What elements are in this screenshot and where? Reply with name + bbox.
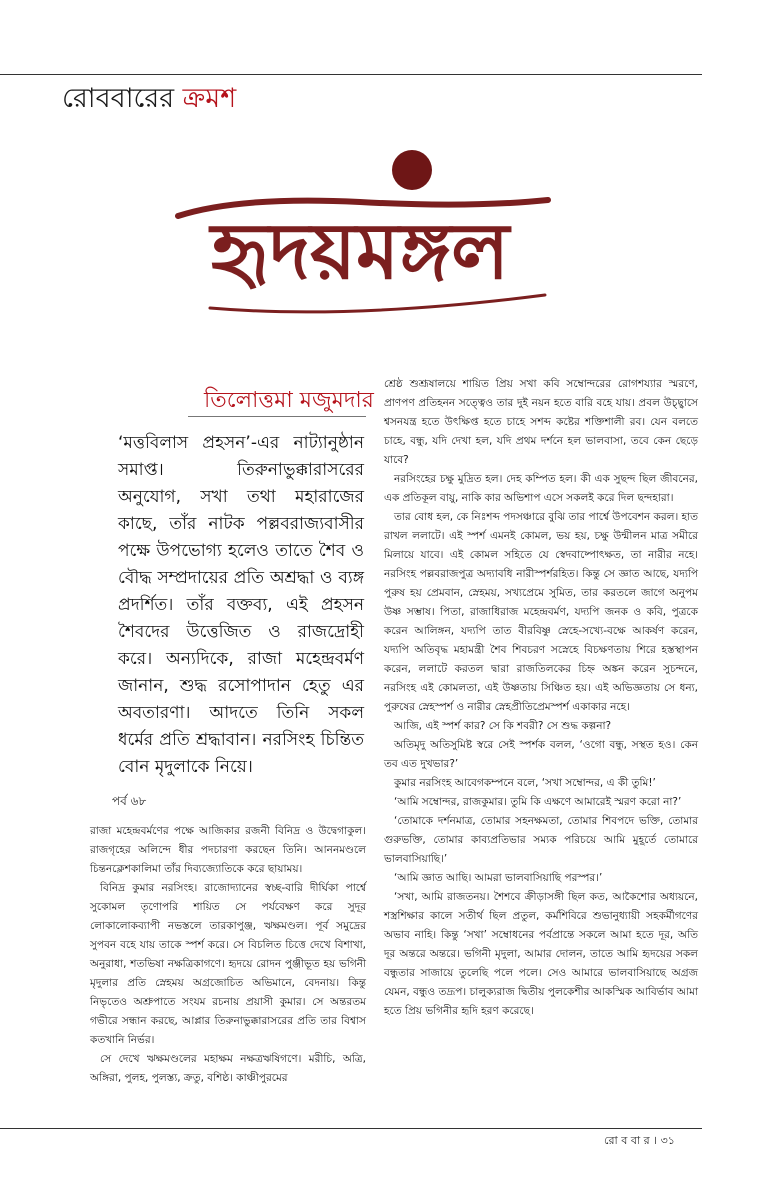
right-paragraph: ‘আমি জ্ঞাত আছি। আমরা ভালবাসিয়াছি পরস্পর।’	[394, 872, 603, 884]
page-folio: রো ব বা র । ৩১	[604, 1134, 675, 1147]
episode-number: পর্ব ৬৮	[112, 794, 147, 808]
left-paragraph: রাজা মহেন্দ্রবর্মণের পক্ষে আজিকার রজনী বিনিদ্র ও উদ্বেগাকুল। রাজগৃহের অলিন্দে ধীর পদচারণা করছেন তিনি। আননমণ্ডলে চিন্তনক্লেশকালিমা তাঁর দিব্যজ্যোতিকে করে ছায়াময়।	[90, 825, 366, 875]
section-prefix: রোববারের	[62, 83, 183, 114]
author-name: তিলোত্তমা মজুমদার	[204, 388, 374, 413]
bottom-rule	[0, 1128, 702, 1129]
title-logo-svg	[150, 130, 570, 330]
right-paragraph: ‘সখা, আমি রাজতনয়। শৈশবে ক্রীড়াসঙ্গী ছিল কত, আকৈশোর অধ্যয়নে, শস্ত্রশিক্ষার কালে সতীর্থ ছিল প্রতুল, কর্মশিবিরে শুভানুধ্যায়ী সহকর্মীগণের অভাব নাহি। কিন্তু ‘সখা’ সম্বোধনের পর্বপ্রান্তে সকলে আমা হতে দূর, অতি দূর অন্তরে অন্তরে। ভগিনী মৃদুলা, আমার দোলন, তাতে আমি হৃদয়ের সকল বন্ধুতার সাজায়ে তুলেছি পলে পলে। সেও আমারে ভালবাসিয়াছে অগ্রজ যেমন, বন্ধুও তদ্রূপ। চালুক্যরাজ দ্বিতীয় পুলকেশীর আকস্মিক আবির্ভাব আমা হতে প্রিয় ভগিনীর হৃদি হরণ করেছে।	[384, 891, 698, 1017]
title-text: হৃদয়মঙ্গল	[210, 206, 510, 297]
left-column	[90, 822, 366, 1088]
title-underline-stroke	[210, 295, 545, 312]
right-paragraph: আজি, এই স্পর্শ কার? সে কি শবরী? সে শুদ্ধ কল্পনা?	[394, 720, 612, 732]
serial-title-logo	[150, 130, 570, 330]
left-paragraph: সে দেখে ঋক্ষমণ্ডলের মহাক্ষম নক্ষত্রঋষিগণে। মরীচি, অত্রি, অঙ্গিরা, পুলহ, পুলস্ত্য, ক্রতু, বশিষ্ঠ। কাঞ্চীপুরমের	[90, 1053, 366, 1084]
top-rule	[0, 74, 702, 75]
author-rule	[188, 416, 366, 417]
right-paragraph: অতিমৃদু অতিসুমিষ্ট স্বরে সেই স্পর্শক বলল, ‘ওগো বন্ধু, সস্থত হও। কেন তব এত দুখভার?’	[384, 739, 698, 770]
right-paragraph: তার বোধ হল, কে নিঃশব্দ পদসঞ্চারে বুঝি তার পার্শ্বে উপবেশন করল। হাত রাখল ললাটে। এই স্পর্শ এমনই কোমল, ভয় হয়, চক্ষু উন্মীলন মাত্র সমীরে মিলায়ে যাবে। এই কোমল সহিতে যে স্বেদবাষ্পোৎক্ষত, তা নারীর নহে। নরসিংহ পল্লবরাজপুত্র অদ্যাবধি নারীস্পর্শরহিত। কিন্তু সে জ্ঞাত আছে, যদ্যপি পুরুষ হয় প্রেমবান, স্নেহময়, সখ্যপ্রেমে সুমিত, তার করতলে জাগে অনুপম উষ্ণ সম্ভাষ। পিতা, রাজাধিরাজ মহেন্দ্রবর্মণ, যদ্যপি জনক ও কবি, পুত্রকে করেন আলিঙ্গন, যদ্যপি তাত বীরবিষ্ণু স্নেহে-সখ্যে-বক্ষে আকর্ষণ করেন, যদ্যপি অতিবৃদ্ধ মহামন্ত্রী শৈব শিবচরণ সস্নেহে বিচক্ষণতায় শিরে হস্তস্থাপন করেন, ললাটে করতল দ্বারা রাজতিলকের চিহ্ন অঙ্কন করেন সুচন্দনে, নরসিংহ এই কোমলতা, এই উষ্ণতায় সিঞ্চিত হয়। এই অভিজ্ঞতায় সে ধন্য, পুরুষের স্নেহস্পর্শ ও নারীর স্নেহপ্রীতিপ্রেমস্পর্শ একাকার নহে।	[384, 511, 698, 713]
left-paragraph: বিনিদ্র কুমার নরসিংহ। রাজোদ্যানের স্বচ্ছ-বারি দীর্ঘিকা পার্শ্বে সুকোমল তৃণোপরি শায়িত সে পর্যবেক্ষণ করে সুদূর লোকালোকব্যাপী নভস্তলে তারকাপুঞ্জ, ঋক্ষমণ্ডল। পূর্ব সমুদ্রের সুপবন বহে যায় তাকে স্পর্শ করে। সে বিচলিত চিত্তে দেখে বিশাখা, অনুরাধা, শতভিষা নক্ষত্রিকাগণে। হৃদয়ে রোদন পুঞ্জীভূত হয় ভগিনী মৃদুলার প্রতি স্নেহময় অগ্রজোচিত অভিমানে, বেদনায়। কিন্তু নিভৃতেও অশ্রুপাতে সংযম রচনায় প্রয়াসী কুমার। সে অন্তরতম গভীরে সন্ধান করছে, আপ্লার তিরুনাভুক্কারাসরের প্রতি তার বিশ্বাস কতখানি নির্ভর।	[90, 882, 366, 1046]
section-label	[62, 82, 236, 116]
right-column	[384, 375, 698, 1021]
right-paragraph: নরসিংহের চক্ষু মুদ্রিত হল। দেহ কম্পিত হল। কী এক সুছন্দ ছিল জীবনের, এক প্রতিকূল বায়ু, নাকি কার অভিশাপ এসে সকলই করে দিল ছন্দহারা।	[384, 473, 698, 504]
right-paragraph: ‘আমি সম্বোন্দর, রাজকুমার। তুমি কি এক্ষণে আমারেই স্মরণ করো না?’	[394, 796, 682, 808]
right-paragraph: শ্রেষ্ঠ শুশ্রূষালয়ে শায়িত প্রিয় সখা কবি সম্বোন্দরের রোগশয্যার স্মরণে, প্রাণপণ প্রতিহনন সত্ত্বেও তার দুই নয়ন হতে বারি বহে যায়। প্রবল উচ্ছ্বাসে শ্বসনযন্ত্র হতে উৎক্ষিপ্ত হতে চাহে সশব্দ কষ্টের শক্তিশালী রব। যেন বলতে চাহে, বন্ধু, যদি দেখা হল, যদি প্রথম দর্শনে হল ভালবাসা, তবে কেন ছেড়ে যাবে?	[384, 378, 698, 466]
title-dot	[392, 150, 432, 190]
right-paragraph: ‘তোমাকে দর্শনমাত্র, তোমার সহনক্ষমতা, তোমার শিবপদে ভক্তি, তোমার গুরুভক্তি, তোমার কাব্যপ্রতিভার সম্যক পরিচয়ে আমি মুহূর্তে তোমারে ভালবাসিয়াছি।’	[384, 815, 698, 865]
section-accent: ক্রমশ	[182, 83, 237, 114]
synopsis-blurb: ‘মত্তবিলাস প্রহসন’-এর নাট্যানুষ্ঠান সমাপ্ত। তিরুনাভুক্কারাসরের অনুযোগ, সখা তথা মহারাজের কাছে, তাঁর নাটক পল্লবরাজ্যবাসীর পক্ষে উপভোগ্য হলেও তাতে শৈব ও বৌদ্ধ সম্প্রদায়ের প্রতি অশ্রদ্ধা ও ব্যঙ্গ প্রদর্শিত। তাঁর বক্তব্য, এই প্রহসন শৈবদের উত্তেজিত ও রাজদ্রোহী করে। অন্যদিকে, রাজা মহেন্দ্রবর্মণ জানান, শুদ্ধ রসোপাদান হেতু এর অবতারণা। আদতে তিনি সকল ধর্মের প্রতি শ্রদ্ধাবান। নরসিংহ চিন্তিত বোন মৃদুলাকে নিয়ে।	[118, 433, 364, 777]
right-paragraph: কুমার নরসিংহ আবেগকম্পনে বলে, ‘সখা সম্বোন্দর, এ কী তুমি!’	[394, 777, 656, 789]
